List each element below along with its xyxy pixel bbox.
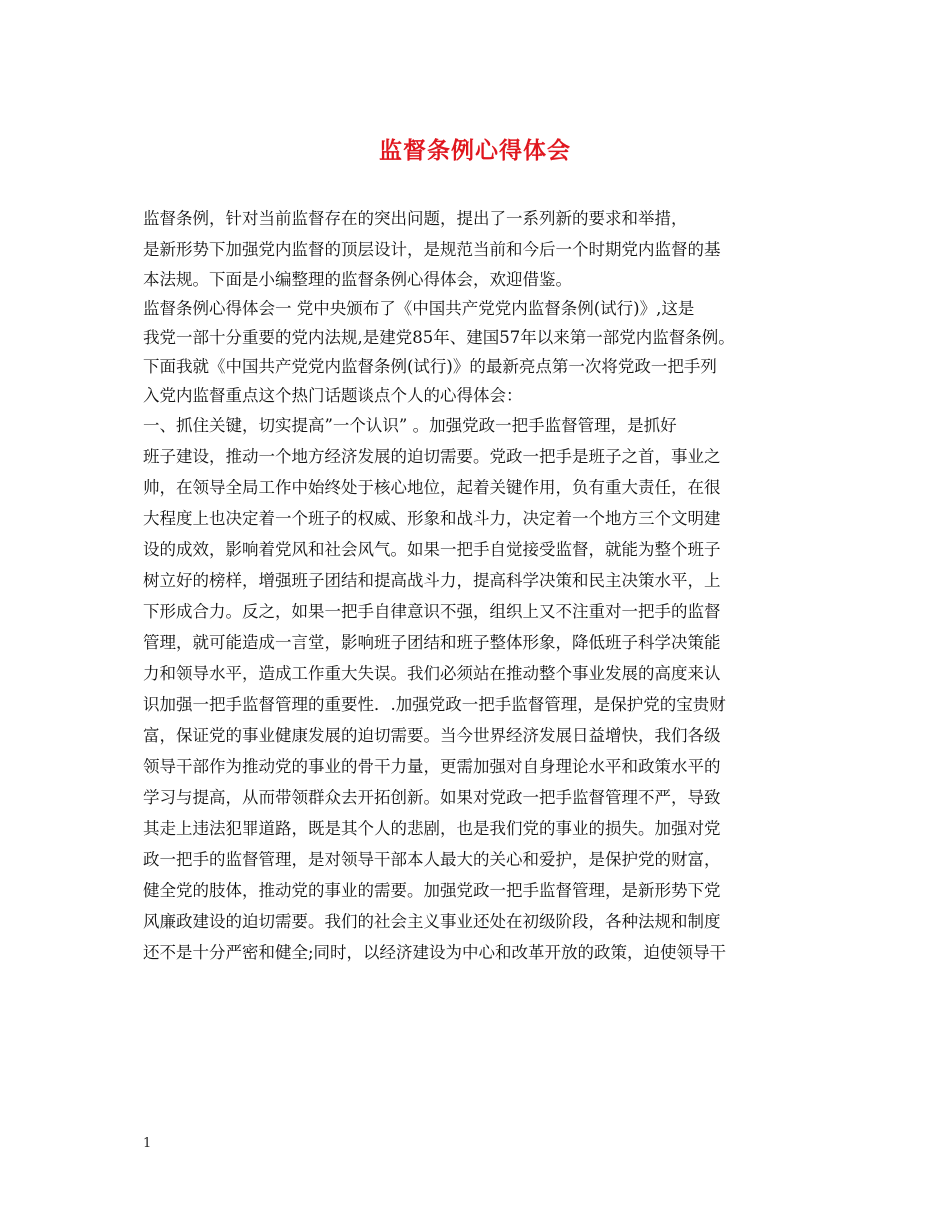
body-line: 富，保证党的事业健康发展的迫切需要。当今世界经济发展日益增快，我们各级 bbox=[143, 726, 721, 745]
body-line: 设的成效，影响着党风和社会风气。如果一把手自觉接受监督，就能为整个班子 bbox=[143, 540, 721, 559]
page-title: 监督条例心得体会 bbox=[379, 137, 571, 164]
page-number: 1 bbox=[143, 1136, 152, 1151]
body-line: 力和领导水平，造成工作重大失误。我们必须站在推动整个事业发展的高度来认 bbox=[143, 664, 721, 683]
body-line: 下面我就《中国共产党党内监督条例(试行)》的最新亮点第一次将党政一把手列 bbox=[143, 357, 717, 376]
body-line: 其走上违法犯罪道路，既是其个人的悲剧，也是我们党的事业的损失。加强对党 bbox=[143, 819, 721, 838]
body-line: 学习与提高，从而带领群众去开拓创新。如果对党政一把手监督管理不严，导致 bbox=[143, 788, 721, 807]
body-line: 我党一部十分重要的党内法规,是建党85年、建国57年以来第一部党内监督条例。 bbox=[143, 328, 735, 347]
body-line: 班子建设，推动一个地方经济发展的迫切需要。党政一把手是班子之首，事业之 bbox=[143, 447, 721, 466]
body-line: 下形成合力。反之，如果一把手自律意识不强，组织上又不注重对一把手的监督 bbox=[143, 602, 721, 621]
body-line: 大程度上也决定着一个班子的权威、形象和战斗力，决定着一个地方三个文明建 bbox=[143, 509, 721, 528]
body-line: 还不是十分严密和健全;同时，以经济建设为中心和改革开放的政策，迫使领导干 bbox=[143, 943, 727, 962]
body-line: 风廉政建设的迫切需要。我们的社会主义事业还处在初级阶段，各种法规和制度 bbox=[143, 912, 721, 931]
body-line: 入党内监督重点这个热门话题谈点个人的心得体会： bbox=[143, 386, 523, 405]
body-line: 是新形势下加强党内监督的顶层设计，是规范当前和今后一个时期党内监督的基 bbox=[143, 240, 721, 259]
document-body bbox=[143, 203, 815, 968]
body-line: 帅，在领导全局工作中始终处于核心地位，起着关键作用，负有重大责任，在很 bbox=[143, 478, 721, 497]
body-line: 一、抓住关键，切实提高”一个认识” 。加强党政一把手监督管理，是抓好 bbox=[143, 416, 677, 435]
body-line: 健全党的肢体，推动党的事业的需要。加强党政一把手监督管理，是新形势下党 bbox=[143, 881, 721, 900]
body-line: 管理，就可能造成一言堂，影响班子团结和班子整体形象，降低班子科学决策能 bbox=[143, 633, 721, 652]
body-line: 监督条例，针对当前监督存在的突出问题，提出了一系列新的要求和举措， bbox=[143, 209, 688, 228]
body-line: 树立好的榜样，增强班子团结和提高战斗力，提高科学决策和民主决策水平，上 bbox=[143, 571, 721, 590]
body-line: 识加强一把手监督管理的重要性．.加强党政一把手监督管理，是保护党的宝贵财 bbox=[143, 695, 726, 714]
body-line: 领导干部作为推动党的事业的骨干力量，更需加强对自身理论水平和政策水平的 bbox=[143, 757, 721, 776]
body-line: 政一把手的监督管理，是对领导干部本人最大的关心和爱护，是保护党的财富， bbox=[143, 850, 721, 869]
body-line: 本法规。下面是小编整理的监督条例心得体会，欢迎借鉴。 bbox=[143, 270, 572, 289]
body-line: 监督条例心得体会一 党中央颁布了《中国共产党党内监督条例(试行)》,这是 bbox=[143, 299, 695, 318]
